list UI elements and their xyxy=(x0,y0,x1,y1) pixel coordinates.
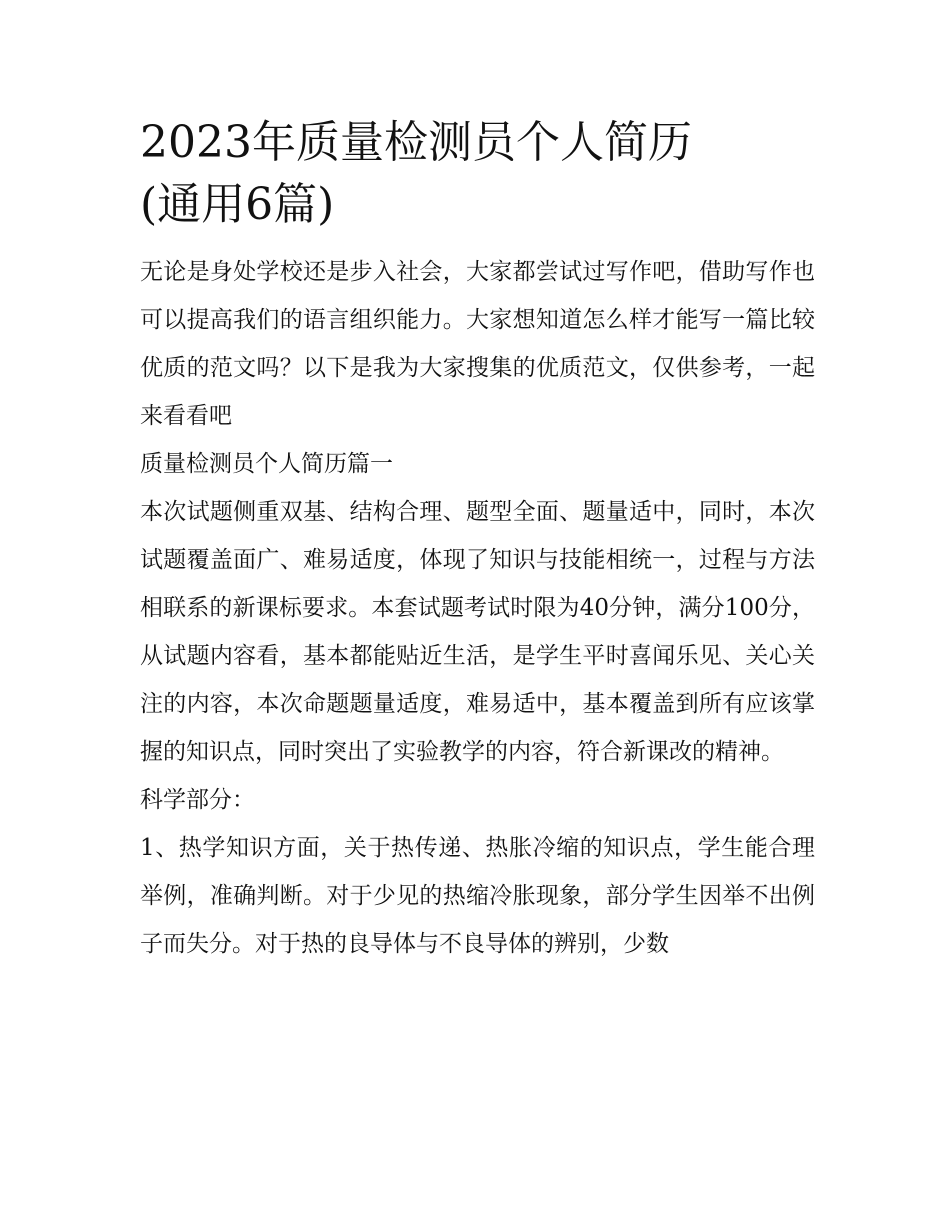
document-title xyxy=(140,112,815,236)
title-line-1: 2023年质量检测员个人简历 xyxy=(140,117,692,168)
section-heading: 质量检测员个人简历篇一 xyxy=(140,451,393,477)
title-line-2: (通用6篇) xyxy=(140,179,335,230)
body-paragraph: 本次试题侧重双基、结构合理、题型全面、题量适中，同时，本次试题覆盖面广、难易适度，体现了知识与技能相统一，过程与方法相联系的新课标要求。本套试题考试时限为40分钟，满分100分，从试题内容看，基本都能贴近生活，是学生平时喜闻乐见、关心关注的内容，本次命题题量适度，难易适中，基本覆盖到所有应该掌握的知识点，同时突出了实验教学的内容，符合新课改的精神。 xyxy=(140,499,815,765)
document-page xyxy=(140,112,815,968)
list-item: 1、热学知识方面，关于热传递、热胀冷缩的知识点，学生能合理举例，准确判断。对于少见的热缩冷胀现象，部分学生因举不出例子而失分。对于热的良导体与不良导体的辨别，少数 xyxy=(140,835,815,957)
intro-paragraph: 无论是身处学校还是步入社会，大家都尝试过写作吧，借助写作也可以提高我们的语言组织能力。大家想知道怎么样才能写一篇比较优质的范文吗？以下是我为大家搜集的优质范文，仅供参考，一起来看看吧 xyxy=(140,259,815,429)
subsection-heading: 科学部分： xyxy=(140,787,255,813)
